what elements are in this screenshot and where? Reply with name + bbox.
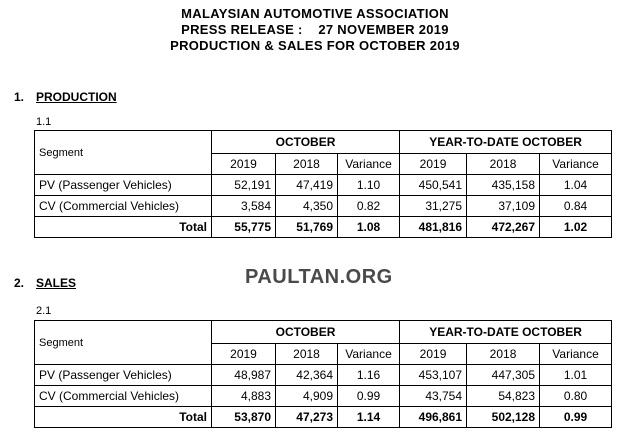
table-total-row xyxy=(35,217,612,238)
table-row xyxy=(35,365,612,386)
column-header: 2019 xyxy=(400,344,467,365)
cell: 1.10 xyxy=(338,175,400,196)
table-group-row xyxy=(35,131,612,154)
cell: 53,870 xyxy=(212,407,276,428)
cell: 47,419 xyxy=(276,175,338,196)
table-group-row xyxy=(35,321,612,344)
cell: 0.99 xyxy=(338,386,400,407)
cell: 4,350 xyxy=(276,196,338,217)
row-label: PV (Passenger Vehicles) xyxy=(35,175,212,196)
section-number: 1. xyxy=(14,90,25,104)
cell: 447,305 xyxy=(467,365,540,386)
cell: 435,158 xyxy=(467,175,540,196)
column-header: Variance xyxy=(338,344,400,365)
cell: 0.84 xyxy=(540,196,612,217)
column-header: 2018 xyxy=(467,344,540,365)
cell: 54,823 xyxy=(467,386,540,407)
cell: 1.01 xyxy=(540,365,612,386)
subsection-number: 1.1 xyxy=(36,116,52,128)
cell: 0.82 xyxy=(338,196,400,217)
cell: 47,273 xyxy=(276,407,338,428)
section-number: 2. xyxy=(14,276,25,290)
row-label: CV (Commercial Vehicles) xyxy=(35,386,212,407)
column-header: Variance xyxy=(540,344,612,365)
cell: 0.99 xyxy=(540,407,612,428)
segment-header: Segment xyxy=(35,321,212,365)
cell: 51,769 xyxy=(276,217,338,238)
section-title: PRODUCTION xyxy=(36,90,117,104)
column-header: Variance xyxy=(540,154,612,175)
report-title: PRODUCTION & SALES FOR OCTOBER 2019 xyxy=(170,38,460,53)
press-release-header xyxy=(0,6,630,54)
column-header: 2018 xyxy=(276,344,338,365)
cell: 48,987 xyxy=(212,365,276,386)
group-header-ytd: YEAR-TO-DATE OCTOBER xyxy=(400,131,612,154)
cell: 496,861 xyxy=(400,407,467,428)
table-row xyxy=(35,175,612,196)
group-header-ytd: YEAR-TO-DATE OCTOBER xyxy=(400,321,612,344)
total-label: Total xyxy=(35,407,212,428)
column-header: 2018 xyxy=(467,154,540,175)
cell: 31,275 xyxy=(400,196,467,217)
cell: 502,128 xyxy=(467,407,540,428)
sales-table xyxy=(34,320,612,428)
section-production-heading xyxy=(14,90,117,104)
cell: 453,107 xyxy=(400,365,467,386)
cell: 1.14 xyxy=(338,407,400,428)
column-header: Variance xyxy=(338,154,400,175)
row-label: CV (Commercial Vehicles) xyxy=(35,196,212,217)
cell: 37,109 xyxy=(467,196,540,217)
cell: 43,754 xyxy=(400,386,467,407)
column-header: 2019 xyxy=(400,154,467,175)
section-sales-heading xyxy=(14,276,76,290)
column-header: 2018 xyxy=(276,154,338,175)
cell: 450,541 xyxy=(400,175,467,196)
group-header-october: OCTOBER xyxy=(212,321,400,344)
group-header-october: OCTOBER xyxy=(212,131,400,154)
cell: 1.04 xyxy=(540,175,612,196)
table-row xyxy=(35,386,612,407)
row-label: PV (Passenger Vehicles) xyxy=(35,365,212,386)
cell: 0.80 xyxy=(540,386,612,407)
segment-header: Segment xyxy=(35,131,212,175)
watermark-text: PAULTAN.ORG xyxy=(245,266,393,288)
cell: 1.16 xyxy=(338,365,400,386)
cell: 4,909 xyxy=(276,386,338,407)
cell: 52,191 xyxy=(212,175,276,196)
press-release-date: PRESS RELEASE : 27 NOVEMBER 2019 xyxy=(181,22,449,37)
column-header: 2019 xyxy=(212,154,276,175)
association-title: MALAYSIAN AUTOMOTIVE ASSOCIATION xyxy=(181,6,449,21)
cell: 1.02 xyxy=(540,217,612,238)
cell: 42,364 xyxy=(276,365,338,386)
table-row xyxy=(35,196,612,217)
subsection-number: 2.1 xyxy=(36,305,52,317)
production-table xyxy=(34,130,612,238)
cell: 4,883 xyxy=(212,386,276,407)
cell: 1.08 xyxy=(338,217,400,238)
column-header: 2019 xyxy=(212,344,276,365)
cell: 481,816 xyxy=(400,217,467,238)
table-total-row xyxy=(35,407,612,428)
cell: 3,584 xyxy=(212,196,276,217)
section-title: SALES xyxy=(36,276,77,290)
total-label: Total xyxy=(35,217,212,238)
cell: 472,267 xyxy=(467,217,540,238)
cell: 55,775 xyxy=(212,217,276,238)
